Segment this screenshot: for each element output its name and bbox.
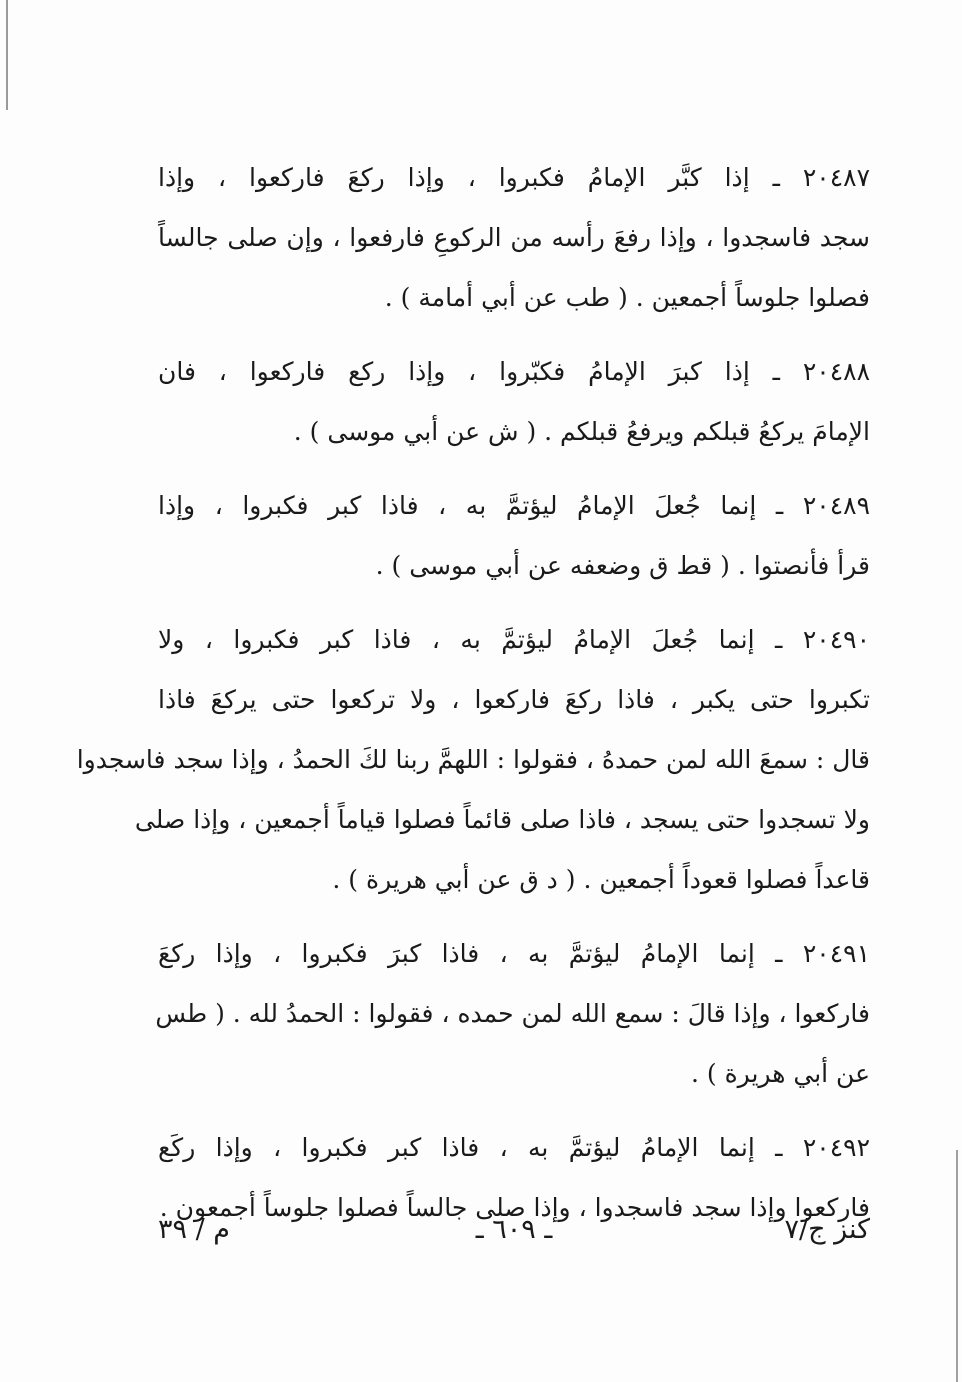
text-line: فصلوا جلوساً أجمعين . ( طب عن أبي أمامة ) . — [384, 283, 870, 312]
page-number: ـ ٦٠٩ ـ — [475, 1214, 553, 1245]
hadith-text-block — [76, 148, 870, 1252]
hadith-20487 — [158, 148, 870, 328]
text-line: ٢٠٤٨٧ ـ إذا كبَّر الإمامُ فكبروا ، وإذا ركعَ فاركعوا ، وإذا — [158, 163, 870, 192]
hadith-20490 — [76, 610, 870, 910]
text-line: ٢٠٤٨٩ ـ إنما جُعلَ الإمامُ ليؤتمَّ به ، فاذا كبر فكبروا ، وإذا — [158, 491, 870, 520]
text-line: قرأ فأنصتوا . ( قط ق وضعفه عن أبي موسى ) . — [375, 551, 870, 580]
text-line: ٢٠٤٩٢ ـ إنما الإمامُ ليؤتمَّ به ، فاذا كبر فكبروا ، وإذا ركَع — [158, 1133, 870, 1162]
text-line: تكبروا حتى يكبر ، فاذا ركعَ فاركعوا ، ولا تركعوا حتى يركعَ فاذا — [158, 685, 870, 714]
text-line: الإمامَ يركعُ قبلكم ويرفعُ قبلكم . ( ش عن أبي موسى ) . — [293, 417, 870, 446]
hadith-20489 — [158, 476, 870, 596]
text-line: قاعداً فصلوا قعوداً أجمعين . ( د ق عن أبي هريرة ) . — [332, 865, 870, 894]
signature-mark: م / ٣٩ — [158, 1214, 230, 1245]
scan-edge-line-right — [956, 1150, 958, 1382]
text-line: فاركعوا ، وإذا قالَ : سمع الله لمن حمده ، فقولوا : الحمدُ لله . ( طس — [155, 999, 870, 1028]
text-line: سجد فاسجدوا ، وإذا رفعَ رأسه من الركوعِ فارفعوا ، وإن صلى جالساً — [158, 223, 870, 252]
text-line: ٢٠٤٨٨ ـ إذا كبرَ الإمامُ فكبّروا ، وإذا ركع فاركعوا ، فان — [158, 357, 870, 386]
text-line: فاركعوا وإذا سجد فاسجدوا ، وإذا صلى جالساً فصلوا جلوساً أجمعون . — [159, 1193, 870, 1222]
text-line: ٢٠٤٩٠ ـ إنما جُعلَ الإمامُ ليؤتمَّ به ، فاذا كبر فكبروا ، ولا — [158, 625, 870, 654]
page-footer — [158, 1200, 870, 1260]
text-line: عن أبي هريرة ) . — [690, 1059, 870, 1088]
text-line: ولا تسجدوا حتى يسجد ، فاذا صلى قائماً فصلوا قياماً أجمعين ، وإذا صلى — [134, 805, 870, 834]
hadith-20491 — [155, 924, 870, 1104]
text-line: ٢٠٤٩١ ـ إنما الإمامُ ليؤتمَّ به ، فاذا كبرَ فكبروا ، وإذا ركعَ — [158, 939, 870, 968]
hadith-20488 — [158, 342, 870, 462]
book-volume-label: كنز ج/٧ — [784, 1214, 870, 1245]
text-line: قال : سمعَ الله لمن حمدهُ ، فقولوا : اللهمَّ ربنا لكَ الحمدُ ، وإذا سجد فاسجدوا — [76, 745, 870, 774]
scan-edge-line-left — [6, 0, 8, 110]
